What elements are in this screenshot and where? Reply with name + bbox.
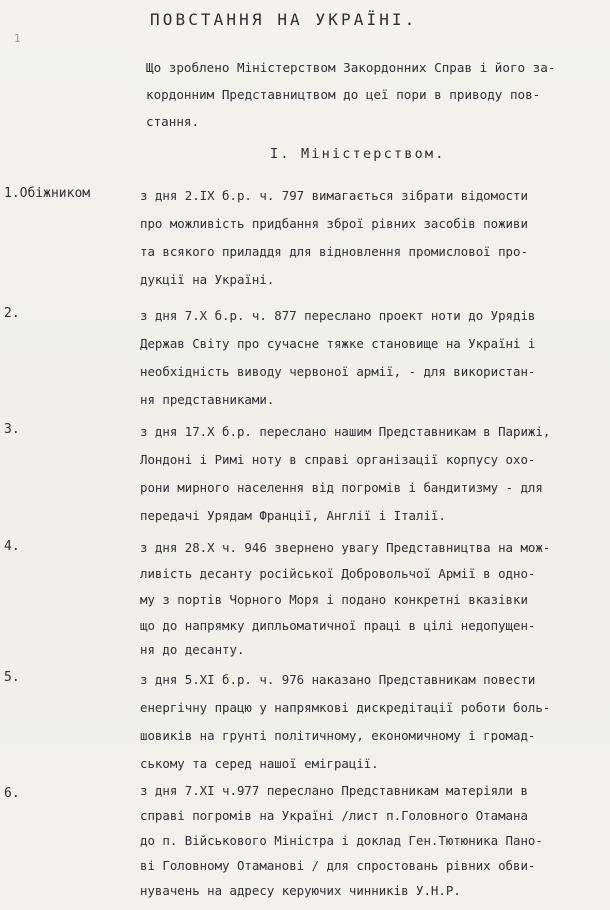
document-title: ПОВСТАННЯ НА УКРАЇНІ.	[150, 10, 418, 29]
item-line: шовиків на грунті політичному, економичному і громад-	[140, 728, 536, 743]
item-line: ня представниками.	[140, 392, 275, 407]
item-line: ня до десанту.	[140, 642, 245, 657]
item-line: з дня 7.Х б.р. ч. 877 переслано проект ноти до Урядів	[140, 308, 536, 323]
item-line: до п. Військового Міністра і доклад Ген.Тютюника Пано-	[140, 833, 543, 848]
item-line: справі погромів на Україні /лист п.Головного Отамана	[140, 808, 528, 823]
item-line: передачі Урядам Франції, Англії і Італії.	[140, 508, 446, 523]
item-line: дукції на Україні.	[140, 272, 275, 287]
intro-line: кордонним Представництвом до цеї пори в приводу пов-	[146, 87, 541, 102]
item-number: 2.	[4, 306, 20, 321]
section-heading: І. Міністерством.	[270, 146, 446, 162]
item-number: 1.Обіжником	[4, 186, 91, 201]
intro-line: стання.	[146, 114, 200, 129]
corner-mark: 1	[14, 32, 21, 45]
item-line: Держав Світу про сучасне тяжке становище на Україні і	[140, 336, 536, 351]
item-text	[140, 182, 606, 294]
item-line: з дня 7.ХІ ч.977 переслано Представникам матеріяли в	[140, 783, 528, 798]
item-line: енергічну працю у напрямкові дискредітації роботи боль-	[140, 700, 551, 715]
item-line: ливість десанту російської Добровольчої Армії в одно-	[140, 566, 536, 581]
item-line: рони мирного населення від погромів і бандитизму - для	[140, 480, 543, 495]
item-number: 6.	[4, 786, 20, 801]
item-line: з дня 28.Х ч. 946 звернено увагу Представництва на мож-	[140, 540, 551, 555]
item-number: 3.	[4, 422, 20, 437]
intro-line: Що зроблено Міністерством Закордонних Справ і його за-	[146, 60, 556, 75]
item-text	[140, 778, 606, 903]
item-text	[140, 666, 606, 778]
item-text	[140, 535, 606, 661]
item-line: нувачень на адресу керуючих чинників У.Н.Р.	[140, 883, 461, 898]
item-line: необхідність виводу червоної армії, - для використан-	[140, 364, 536, 379]
item-number: 4.	[4, 539, 20, 554]
item-text	[140, 418, 606, 530]
item-line: та всякого приладдя для відновлення промислової про-	[140, 244, 528, 259]
item-line: з дня 17.Х б.р. переслано нашим Представникам в Парижі,	[140, 424, 551, 439]
intro-paragraph	[146, 54, 596, 135]
item-number: 5.	[4, 670, 20, 685]
item-line: що до напрямку дипльоматичної праці в цілі недопущен-	[140, 618, 536, 633]
item-line: з дня 5.ХІ б.р. ч. 976 наказано Представникам повести	[140, 672, 536, 687]
item-text	[140, 302, 606, 414]
item-line: Лондоні і Римі ноту в справі організації корпусу охо-	[140, 452, 536, 467]
item-line: з дня 2.ІХ б.р. ч. 797 вимагається зібрати відомости	[140, 188, 528, 203]
item-line: му з портів Чорного Моря і подано конкретні вказівки	[140, 592, 528, 607]
item-line: ві Головному Отаманові / для спростовань рівних обви-	[140, 858, 536, 873]
item-line: про можливість придбання зброї рівних засобів поживи	[140, 216, 528, 231]
item-line: ському та серед нашої еміграції.	[140, 756, 379, 771]
